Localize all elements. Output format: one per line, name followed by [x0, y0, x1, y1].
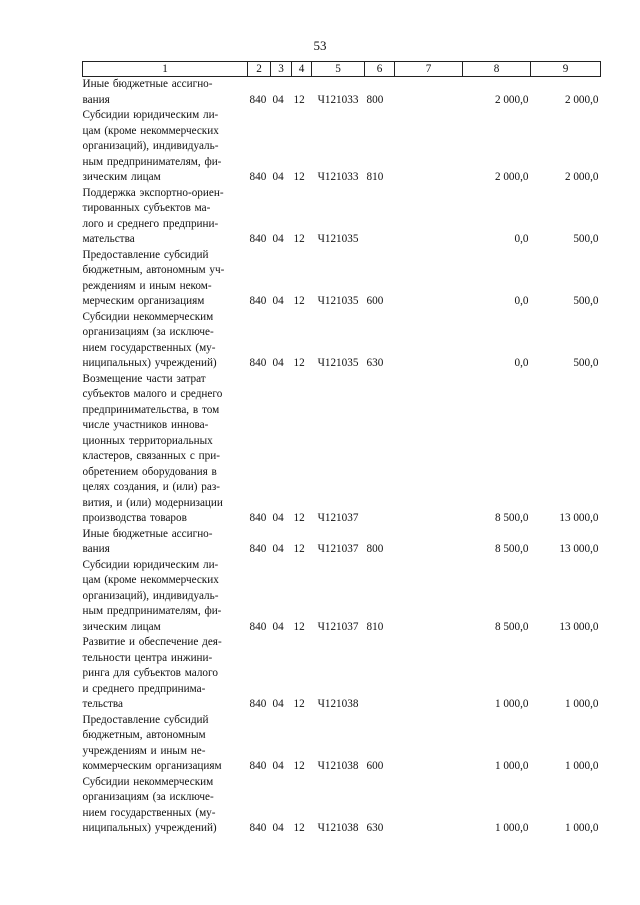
expense-type-cell: 800 [366, 93, 384, 106]
column-7-cell [395, 558, 463, 636]
table-row [83, 713, 601, 775]
amount-column-9-cell: 1 000,0 [564, 760, 599, 772]
expense-name-line: Поддержка экспортно-ориен- [82, 186, 224, 199]
expense-name-line: ным предпринимателям, фи- [82, 605, 222, 617]
amount-column-8-cell: 1 000,0 [494, 698, 529, 710]
amount-column-8-cell: 2 000,0 [494, 93, 529, 106]
expense-name-line: организаций), индивидуаль- [82, 140, 219, 152]
expense-name-line: кластеров, связанных с при- [82, 450, 220, 462]
expense-type-cell: 630 [366, 357, 384, 369]
amount-column-9-cell: 2 000,0 [564, 93, 599, 106]
expense-name-line: Развитие и обеспечение дея- [82, 636, 222, 648]
amount-column-8-cell: 1 000,0 [494, 822, 529, 834]
header-cell: 3 [271, 62, 292, 77]
amount-column-8-cell: 8 500,0 [494, 512, 529, 524]
expense-name-line: Субсидии некоммерческим [82, 310, 214, 323]
expense-name-line: ционных территориальных [82, 434, 213, 447]
ministry-code-cell: 840 [249, 93, 267, 106]
amount-column-9-cell: 1 000,0 [564, 822, 599, 834]
table-row [83, 248, 601, 310]
expense-name-cell [83, 108, 248, 186]
expense-type-cell: 600 [366, 295, 384, 307]
subsection-code-cell: 12 [293, 698, 305, 710]
target-article-cell: Ч121037 [317, 512, 359, 524]
subsection-code-cell: 12 [293, 512, 305, 524]
expense-name-line: зическим лицам [82, 620, 161, 633]
expense-name-cell [83, 310, 248, 372]
table-header-row [83, 62, 601, 77]
ministry-code-cell: 840 [249, 171, 267, 183]
expense-name-line: производства товаров [82, 512, 187, 524]
expense-name-line: Предоставление субсидий [82, 713, 209, 726]
expense-name-line: обретением оборудования в [82, 465, 217, 478]
subsection-code-cell: 12 [293, 93, 305, 106]
target-article-cell: Ч121035 [317, 357, 359, 369]
amount-column-9-cell: 500,0 [573, 357, 599, 369]
column-7-cell [395, 186, 463, 248]
column-7-cell [395, 527, 463, 558]
expense-type-cell: 800 [366, 543, 384, 555]
amount-column-9-cell: 2 000,0 [564, 171, 599, 183]
ministry-code-cell: 840 [249, 233, 267, 245]
section-code-cell: 04 [272, 760, 284, 772]
section-code-cell: 04 [272, 698, 284, 710]
section-code-cell: 04 [272, 357, 284, 369]
expense-name-line: организаций), индивидуаль- [82, 589, 219, 602]
subsection-code-cell: 12 [293, 760, 305, 772]
amount-column-8-cell: 0,0 [514, 295, 529, 307]
expense-name-line: Субсидии юридическим ли- [82, 109, 219, 121]
expense-name-line: Иные бюджетные ассигно- [82, 527, 213, 540]
expense-name-line: целях создания, и (или) раз- [82, 481, 221, 493]
expense-name-line: вития, и (или) модернизации [82, 496, 223, 509]
expense-name-line: нием государственных (му- [82, 341, 216, 354]
expense-name-cell [83, 77, 248, 109]
amount-column-9-cell: 13 000,0 [559, 512, 599, 524]
section-code-cell: 04 [272, 233, 284, 245]
expense-name-line: ниципальных) учреждений) [82, 357, 217, 369]
column-7-cell [395, 310, 463, 372]
column-7-cell [395, 635, 463, 713]
table-row [83, 527, 601, 558]
expense-name-line: и среднего предпринима- [82, 682, 206, 695]
header-cell: 2 [248, 62, 271, 77]
amount-column-8-cell: 0,0 [514, 233, 529, 245]
column-7-cell [395, 248, 463, 310]
section-code-cell: 04 [272, 93, 284, 106]
amount-column-8-cell: 8 500,0 [494, 543, 529, 555]
expense-name-line: ринга для субъектов малого [82, 667, 218, 679]
page-number: 53 [313, 38, 327, 53]
expense-name-line: Иные бюджетные ассигно- [82, 78, 213, 90]
section-code-cell: 04 [272, 822, 284, 834]
expense-name-line: предпринимательства, в том [82, 403, 220, 416]
target-article-cell: Ч121035 [317, 233, 359, 245]
amount-column-9-cell: 1 000,0 [564, 698, 599, 710]
expense-name-line: коммерческим организациям [82, 760, 222, 772]
expense-type-cell: 810 [366, 171, 384, 183]
subsection-code-cell: 12 [293, 543, 305, 555]
section-code-cell: 04 [272, 620, 284, 633]
subsection-code-cell: 12 [293, 295, 305, 307]
expense-type-cell: 630 [366, 822, 384, 834]
target-article-cell: Ч121038 [317, 760, 359, 772]
column-7-cell [395, 372, 463, 527]
header-cell: 9 [531, 62, 601, 77]
expense-name-cell [83, 186, 248, 248]
expense-type-cell [365, 372, 395, 527]
subsection-code-cell: 12 [293, 233, 305, 245]
table-row [83, 372, 601, 527]
ministry-code-cell: 840 [249, 357, 267, 369]
expense-name-line: цам (кроме некоммерческих [82, 574, 219, 586]
target-article-cell: Ч121033 [317, 171, 359, 183]
header-cell: 4 [292, 62, 312, 77]
amount-column-9-cell: 500,0 [573, 295, 599, 307]
expense-type-cell [365, 635, 395, 713]
expense-type-cell: 600 [366, 760, 384, 772]
ministry-code-cell: 840 [249, 822, 267, 834]
section-code-cell: 04 [272, 295, 284, 307]
budget-table [82, 61, 601, 837]
expense-name-line: цам (кроме некоммерческих [82, 124, 219, 137]
expense-name-line: реждениям и иным неком- [82, 279, 212, 292]
expense-name-line: Субсидии некоммерческим [82, 775, 214, 788]
expense-type-cell: 810 [366, 620, 384, 633]
expense-name-line: мательства [82, 233, 135, 245]
expense-name-line: зическим лицам [82, 171, 161, 183]
expense-name-line: нием государственных (му- [82, 806, 216, 819]
table-row [83, 186, 601, 248]
expense-name-line: субъектов малого и среднего [82, 388, 223, 400]
expense-name-line: Субсидии юридическим ли- [82, 558, 219, 571]
header-cell: 8 [463, 62, 531, 77]
expense-name-cell [83, 248, 248, 310]
expense-name-line: мерческим организациям [82, 295, 205, 307]
amount-column-9-cell: 500,0 [573, 233, 599, 245]
table-row [83, 77, 601, 109]
expense-name-line: лого и среднего предприни- [82, 217, 219, 230]
expense-name-line: числе участников иннова- [82, 419, 209, 431]
expense-name-line: вания [82, 93, 110, 106]
target-article-cell: Ч121038 [317, 822, 359, 834]
ministry-code-cell: 840 [249, 698, 267, 710]
section-code-cell: 04 [272, 171, 284, 183]
expense-name-line: тельства [82, 698, 123, 710]
expense-name-line: ниципальных) учреждений) [82, 822, 217, 834]
expense-name-cell [83, 372, 248, 527]
target-article-cell: Ч121038 [317, 698, 359, 710]
expense-type-cell [365, 186, 395, 248]
expense-name-line: бюджетным, автономным [82, 729, 206, 741]
header-cell: 5 [312, 62, 365, 77]
amount-column-8-cell: 2 000,0 [494, 171, 529, 183]
expense-name-line: учреждениям и иным не- [82, 744, 206, 757]
column-7-cell [395, 775, 463, 837]
table-row [83, 558, 601, 636]
table-row [83, 310, 601, 372]
table-row [83, 635, 601, 713]
expense-name-line: Предоставление субсидий [82, 248, 209, 261]
target-article-cell: Ч121037 [317, 620, 359, 633]
amount-column-8-cell: 0,0 [514, 357, 529, 369]
table-row [83, 775, 601, 837]
table-body [83, 77, 601, 837]
expense-name-line: тельности центра инжини- [82, 651, 213, 664]
expense-name-line: бюджетным, автономным уч- [82, 264, 225, 276]
ministry-code-cell: 840 [249, 760, 267, 772]
section-code-cell: 04 [272, 512, 284, 524]
ministry-code-cell: 840 [249, 543, 267, 555]
section-code-cell: 04 [272, 543, 284, 555]
expense-name-cell [83, 635, 248, 713]
ministry-code-cell: 840 [249, 620, 267, 633]
ministry-code-cell: 840 [249, 295, 267, 307]
amount-column-9-cell: 13 000,0 [559, 620, 599, 633]
amount-column-8-cell: 1 000,0 [494, 760, 529, 772]
subsection-code-cell: 12 [293, 822, 305, 834]
column-7-cell [395, 77, 463, 109]
target-article-cell: Ч121033 [317, 93, 359, 106]
expense-name-cell [83, 527, 248, 558]
column-7-cell [395, 713, 463, 775]
expense-name-line: организациям (за исключе- [82, 326, 214, 338]
expense-name-line: вания [82, 543, 110, 555]
column-7-cell [395, 108, 463, 186]
expense-name-line: Возмещение части затрат [82, 372, 206, 385]
subsection-code-cell: 12 [293, 171, 305, 183]
header-cell: 6 [365, 62, 395, 77]
expense-name-cell [83, 713, 248, 775]
header-cell: 1 [83, 62, 248, 77]
expense-name-cell [83, 775, 248, 837]
subsection-code-cell: 12 [293, 357, 305, 369]
expense-name-line: ным предпринимателям, фи- [82, 155, 222, 168]
ministry-code-cell: 840 [249, 512, 267, 524]
amount-column-8-cell: 8 500,0 [494, 620, 529, 633]
expense-name-line: тированных субъектов ма- [82, 202, 211, 214]
target-article-cell: Ч121037 [317, 543, 359, 555]
table-row [83, 108, 601, 186]
target-article-cell: Ч121035 [317, 295, 359, 307]
amount-column-9-cell: 13 000,0 [559, 543, 599, 555]
header-cell: 7 [395, 62, 463, 77]
expense-name-line: организациям (за исключе- [82, 791, 214, 803]
expense-name-cell [83, 558, 248, 636]
subsection-code-cell: 12 [293, 620, 305, 633]
